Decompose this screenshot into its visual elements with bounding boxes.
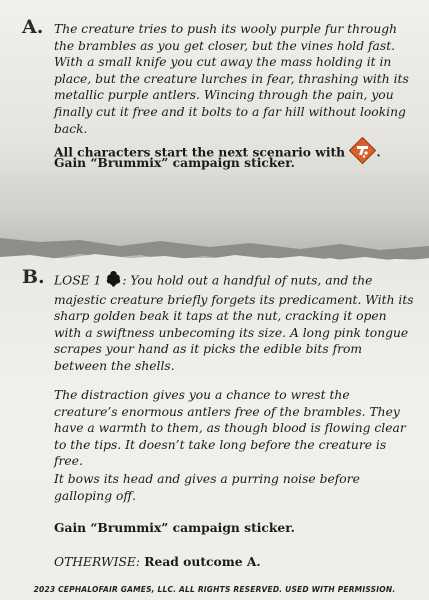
copyright-footer: 2023 CEPHALOFAIR GAMES, LLC. ALL RIGHTS RESERVED. USED WITH PERMISSION. xyxy=(33,585,396,594)
resource-icon xyxy=(105,270,122,292)
outcome-b-sticker: Gain “Brummix” campaign sticker. xyxy=(54,520,295,535)
outcome-b-cost: LOSE 1 xyxy=(54,273,102,288)
outcome-b-story-2: The distraction gives you a chance to wrest the creature’s enormous antlers free of the brambles. They have a warmth to them, as though blood is flowing clear to the tips. It doesn’t take long before the creature is free. xyxy=(54,388,406,469)
outcome-b-story-3: It bows its head and gives a purring noise before galloping off. xyxy=(54,472,360,503)
outcome-b-story-1 xyxy=(54,270,416,375)
otherwise-text: Read outcome A. xyxy=(140,554,261,569)
outcome-b-otherwise xyxy=(54,554,416,571)
outcome-b-letter: B. xyxy=(22,266,45,288)
outcome-b-story-1-text: : You hold out a handful of nuts, and the majestic creature briefly forgets its predicament. With its sharp golden beak it taps at the nut, cracking it open with a swiftness unbecoming its size. A long pink tongue scrapes your hand as it picks the edible bits from between the shells. xyxy=(54,273,414,373)
outcome-a-letter: A. xyxy=(22,16,44,38)
outcome-a-story: The creature tries to push its wooly purple fur through the brambles as you get closer, but the vines hold fast. With a small knife you cut away the mass holding it in place, but the creature lurches in fear, thrashing with its metallic purple antlers. Wincing through the pain, you finally cut it free and it bolts to a far hill without looking back. xyxy=(54,22,409,136)
outcome-a-effect-text: All characters start the next scenario with xyxy=(54,144,346,160)
otherwise-label: OTHERWISE: xyxy=(54,555,141,569)
outcome-a-effect-suffix: . xyxy=(376,144,381,160)
outcome-a-sticker: Gain “Brummix” campaign sticker. xyxy=(54,155,295,170)
